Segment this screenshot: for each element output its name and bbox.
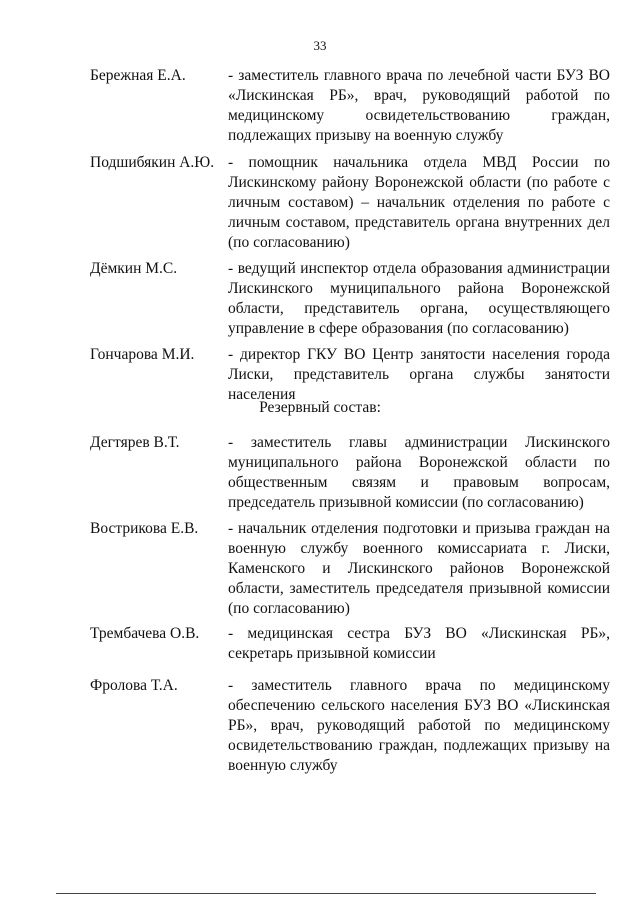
page-bottom-rule — [56, 893, 596, 894]
member-name: Дегтярев В.Т. — [90, 434, 180, 451]
member-name: Трембачева О.В. — [90, 625, 200, 642]
member-role: - начальник отделения подготовки и призыва граждан на военную службу военного комиссариата г. Лиски, Каменского и Лискинского районов Воронежской области, заместитель председателя призывной комиссии (по согласованию) — [228, 520, 610, 617]
page-number: 33 — [313, 38, 327, 53]
member-role: - ведущий инспектор отдела образования администрации Лискинского муниципального района Воронежской области, представитель органа, осуществляющего управление в сфере образования (по согласованию) — [228, 260, 610, 337]
member-role: - медицинская сестра БУЗ ВО «Лискинская РБ», секретарь призывной комиссии — [228, 625, 610, 662]
member-role: - директор ГКУ ВО Центр занятости населения города Лиски, представитель органа службы занятости населения — [228, 346, 610, 403]
member-name: Фролова Т.А. — [90, 677, 178, 694]
member-name: Подшибякин А.Ю. — [90, 154, 215, 171]
member-role: - заместитель главного врача по медицинскому обеспечению сельского населения БУЗ ВО «Лискинская РБ», врач, руководящий работой по медицинскому освидетельствованию граждан, подлежащих призыву на военную службу — [228, 677, 610, 774]
member-role: - заместитель главы администрации Лискинского муниципального района Воронежской области по общественным связям и правовым вопросам, председатель призывной комиссии (по согласованию) — [228, 434, 610, 511]
member-name: Дёмкин М.С. — [90, 260, 178, 277]
reserve-heading: Резервный состав: — [259, 399, 381, 416]
member-name: Вострикова Е.В. — [90, 520, 199, 537]
member-name: Гончарова М.И. — [90, 346, 195, 363]
member-name: Бережная Е.А. — [90, 67, 186, 84]
member-role: - помощник начальника отдела МВД России по Лискинскому району Воронежской области (по работе с личным составом) – начальник отделения по работе с личным составом, представитель органа внутренних дел (по согласованию) — [228, 154, 610, 251]
member-role: - заместитель главного врача по лечебной части БУЗ ВО «Лискинская РБ», врач, руководящий работой по медицинскому освидетельствованию граждан, подлежащих призыву на военную службу — [228, 67, 610, 144]
